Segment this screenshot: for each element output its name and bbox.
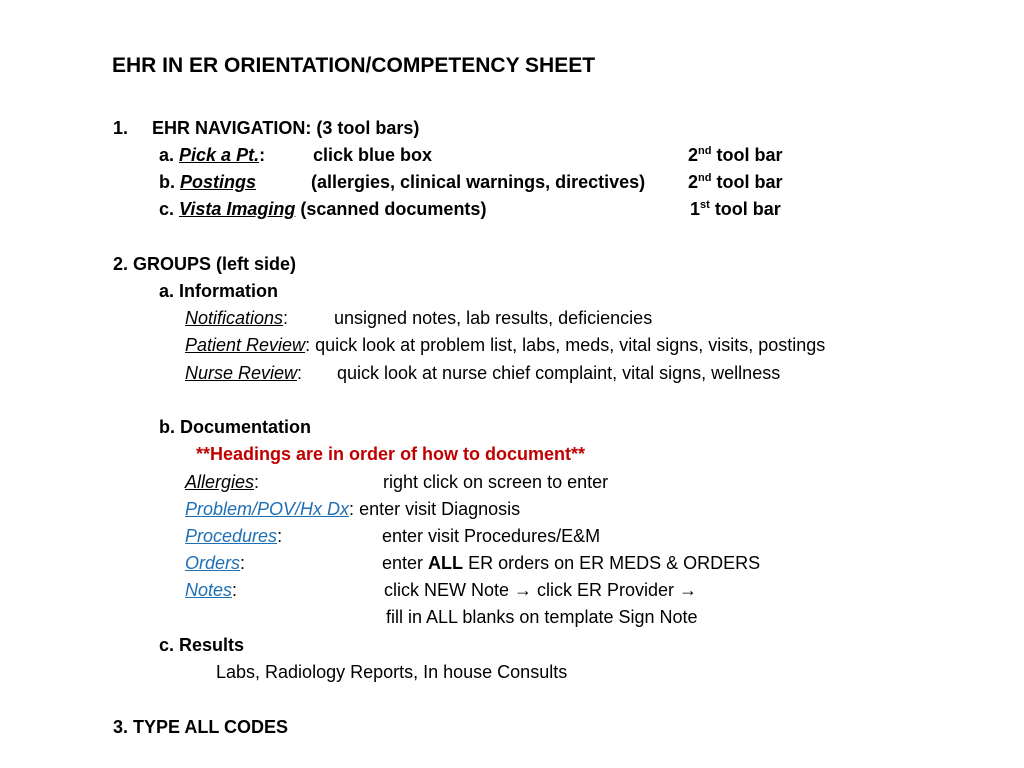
doc-heading: b. Documentation	[159, 417, 311, 437]
nav-item-b-term: Postings	[180, 172, 257, 192]
doc-item-procedures: Procedures:	[185, 526, 283, 546]
section1-heading: EHR NAVIGATION: (3 tool bars)	[152, 118, 420, 138]
info-item-nurse-review-desc: quick look at nurse chief complaint, vital signs, wellness	[337, 363, 781, 383]
nav-item-a-term: Pick a Pt.	[179, 145, 260, 165]
doc-item-procedures-desc: enter visit Procedures/E&M	[382, 526, 601, 546]
info-heading: a. Information	[159, 281, 279, 301]
section1-number: 1.	[113, 118, 129, 138]
info-item-nurse-review: Nurse Review:	[185, 363, 303, 383]
nav-item-b-desc: (allergies, clinical warnings, directives)	[311, 172, 646, 192]
info-item-notifications-desc: unsigned notes, lab results, deficiencies	[334, 308, 653, 328]
info-item-patient-review: Patient Review: quick look at problem list, labs, meds, vital signs, visits, postings	[185, 335, 826, 355]
orders-link[interactable]: Orders	[185, 553, 241, 573]
info-item-notifications: Notifications:	[185, 308, 289, 328]
nav-item-b-prefix: b.	[159, 172, 175, 192]
nav-item-b-toolbar: 2nd tool bar	[688, 172, 783, 192]
nav-item-a-prefix: a.	[159, 145, 175, 165]
section2-heading: 2. GROUPS (left side)	[113, 254, 297, 274]
nav-item-c-toolbar: 1st tool bar	[690, 199, 781, 219]
problem-link[interactable]: Problem/POV/Hx Dx	[185, 499, 350, 519]
procedures-link[interactable]: Procedures	[185, 526, 278, 546]
doc-item-problem: Problem/POV/Hx Dx: enter visit Diagnosis	[185, 499, 521, 519]
doc-item-orders-desc: enter ALL ER orders on ER MEDS & ORDERS	[382, 553, 761, 573]
page-title: EHR IN ER ORIENTATION/COMPETENCY SHEET	[112, 54, 596, 77]
results-heading: c. Results	[159, 635, 245, 655]
doc-item-allergies: Allergies:	[185, 472, 260, 492]
notes-link[interactable]: Notes	[185, 580, 233, 600]
results-text: Labs, Radiology Reports, In house Consults	[216, 662, 568, 682]
nav-item-c-prefix: c.	[159, 199, 175, 219]
doc-item-notes-desc: click NEW Note → click ER Provider →	[384, 580, 698, 600]
doc-note: **Headings are in order of how to document**	[196, 444, 586, 464]
nav-item-a-desc: click blue box	[313, 145, 433, 165]
nav-item-c-term: Vista Imaging	[179, 199, 296, 219]
nav-item-b	[159, 171, 256, 193]
nav-item-a-toolbar: 2nd tool bar	[688, 145, 783, 165]
doc-item-notes-desc2: fill in ALL blanks on template Sign Note	[386, 607, 698, 627]
nav-item-a-sep: :	[259, 145, 266, 165]
doc-item-allergies-desc: right click on screen to enter	[383, 472, 609, 492]
doc-item-orders: Orders:	[185, 553, 246, 573]
nav-item-c-desc: (scanned documents)	[300, 199, 487, 219]
doc-item-notes: Notes:	[185, 580, 238, 600]
nav-item-a	[159, 144, 265, 166]
nav-item-c	[159, 198, 486, 220]
section3-heading: 3. TYPE ALL CODES	[113, 717, 289, 737]
